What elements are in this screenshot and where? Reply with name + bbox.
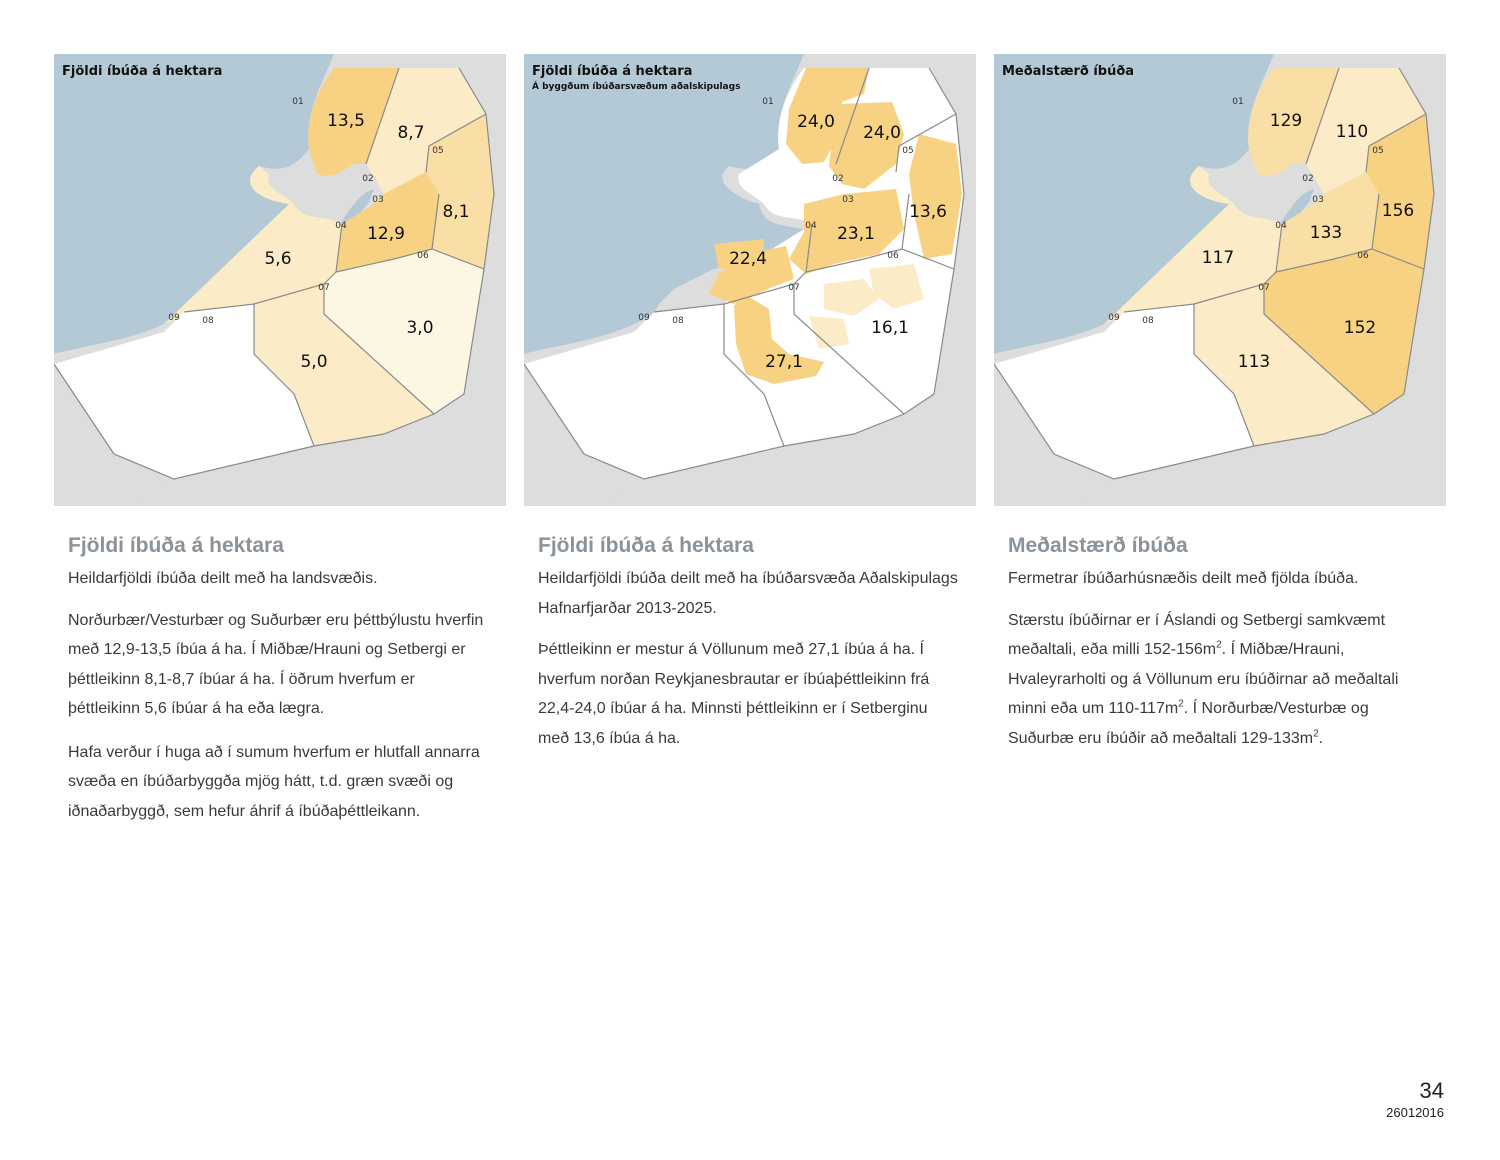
- district-code: 04: [1275, 221, 1287, 231]
- paragraph-part: . Í Miðbæ/Hrauni, Hvaleyrarholti og á Völlunum eru íbúðirnar að meðaltali minni eða um 110-117m: [1008, 641, 1399, 717]
- district-code: 02: [832, 174, 844, 184]
- section-heading: Fjöldi íbúða á hektara: [538, 534, 754, 557]
- section-heading: Fjöldi íbúða á hektara: [68, 534, 284, 557]
- district-code: 05: [902, 146, 914, 156]
- paragraph-part: .: [1318, 729, 1324, 747]
- district-value: 156: [1381, 201, 1415, 221]
- map-density-total: [54, 54, 506, 506]
- district-code: 07: [1258, 283, 1270, 293]
- superscript-2: 2: [1216, 639, 1222, 651]
- paragraph-part: Stærstu íbúðirnar er í Áslandi og Setbergi samkvæmt meðaltali, eða milli 152-156m: [1008, 611, 1386, 658]
- district-code: 01: [292, 97, 304, 107]
- map-density-total-graphic: [54, 54, 506, 506]
- district-value: 129: [1269, 111, 1303, 131]
- district-value: 113: [1237, 352, 1271, 372]
- district-code: 03: [1312, 195, 1324, 205]
- section-subtitle: Heildarfjöldi íbúða deilt með ha íbúðarsvæða Aðalskipulags Hafnarfjarðar 2013-2025.: [538, 570, 958, 617]
- district-code: 05: [1372, 146, 1384, 156]
- district-value: 13,5: [327, 111, 365, 131]
- district-code: 03: [842, 195, 854, 205]
- district-code: 06: [417, 251, 429, 261]
- district-code: 07: [318, 283, 330, 293]
- text-column-3: [1008, 534, 1428, 767]
- district-code: 09: [638, 313, 650, 323]
- district-code: 02: [362, 174, 374, 184]
- document-date: 26012016: [1386, 1105, 1444, 1120]
- district-value: 8,7: [397, 123, 425, 143]
- superscript-2: 2: [1178, 698, 1184, 710]
- district-value: 16,1: [871, 318, 909, 338]
- map-density-residential-graphic: [524, 54, 976, 506]
- district-value: 27,1: [765, 352, 803, 372]
- page-number: 34: [1419, 1078, 1444, 1103]
- map-average-size-graphic: [994, 54, 1446, 506]
- map-subtitle: Á byggðum íbúðarsvæðum aðalskipulags: [532, 82, 741, 92]
- section-subtitle: Fermetrar íbúðarhúsnæðis deilt með fjölda íbúða.: [1008, 570, 1359, 587]
- district-value: 22,4: [729, 249, 767, 269]
- district-code: 06: [887, 251, 899, 261]
- district-value: 133: [1309, 223, 1343, 243]
- district-value: 5,0: [300, 352, 328, 372]
- district-code: 02: [1302, 174, 1314, 184]
- map-title: Meðalstærð íbúða: [1002, 64, 1135, 79]
- section-paragraph: Hafa verður í huga að í sumum hverfum er hlutfall annarra svæða en íbúðarbyggða mjög hátt, t.d. græn svæði og iðnaðarbyggð, sem hefur áhrif á íbúðaþéttleikann.: [68, 743, 480, 820]
- district-code: 04: [805, 221, 817, 231]
- district-value: 8,1: [442, 202, 470, 222]
- district-code: 08: [672, 316, 684, 326]
- district-value: 24,0: [863, 123, 901, 143]
- district-code: 09: [1108, 313, 1120, 323]
- map-density-residential: [524, 54, 976, 506]
- district-code: 03: [372, 195, 384, 205]
- district-code: 04: [335, 221, 347, 231]
- district-value: 24,0: [797, 112, 835, 132]
- text-column-1: [68, 534, 488, 840]
- district-code: 01: [762, 97, 774, 107]
- section-paragraph: Þéttleikinn er mestur á Völlunum með 27,1 íbúa á ha. Í hverfum norðan Reykjanesbrautar er íbúaþéttleikinn frá 22,4-24,0 íbúar á ha. Minnsti þéttleikinn er í Setberginu með 13,6 íbúa á ha.: [538, 641, 930, 747]
- district-value: 117: [1201, 248, 1235, 268]
- paragraph-part: . Í Norðurbæ/Vesturbæ og Suðurbæ eru íbúðir að meðaltali 129-133m: [1008, 700, 1369, 747]
- district-value: 110: [1335, 122, 1369, 142]
- district-code: 08: [202, 316, 214, 326]
- section-heading: Meðalstærð íbúða: [1008, 534, 1188, 557]
- district-code: 09: [168, 313, 180, 323]
- map-title: Fjöldi íbúða á hektara: [62, 64, 223, 79]
- district-code: 08: [1142, 316, 1154, 326]
- district-code: 06: [1357, 251, 1369, 261]
- section-paragraph: [1008, 606, 1428, 754]
- district-value: 5,6: [264, 249, 292, 269]
- district-code: 07: [788, 283, 800, 293]
- district-value: 3,0: [406, 318, 434, 338]
- text-column-2: [538, 534, 958, 767]
- district-value: 23,1: [837, 224, 875, 244]
- map-average-size: [994, 54, 1446, 506]
- district-value: 12,9: [367, 224, 405, 244]
- map-title: Fjöldi íbúða á hektara: [532, 64, 693, 79]
- district-code: 05: [432, 146, 444, 156]
- district-value: 152: [1343, 318, 1377, 338]
- district-value: 13,6: [909, 202, 947, 222]
- section-subtitle: Heildarfjöldi íbúða deilt með ha landsvæðis.: [68, 570, 378, 587]
- section-paragraph: Norðurbær/Vesturbær og Suðurbær eru þéttbýlustu hverfin með 12,9-13,5 íbúa á ha. Í Miðbæ/Hrauni og Setbergi er þéttleikinn 8,1-8,7 íbúar á ha. Í öðrum hverfum er þéttleikinn 5,6 íbúar á ha eða lægra.: [68, 611, 484, 717]
- district-code: 01: [1232, 97, 1244, 107]
- superscript-2: 2: [1313, 728, 1319, 740]
